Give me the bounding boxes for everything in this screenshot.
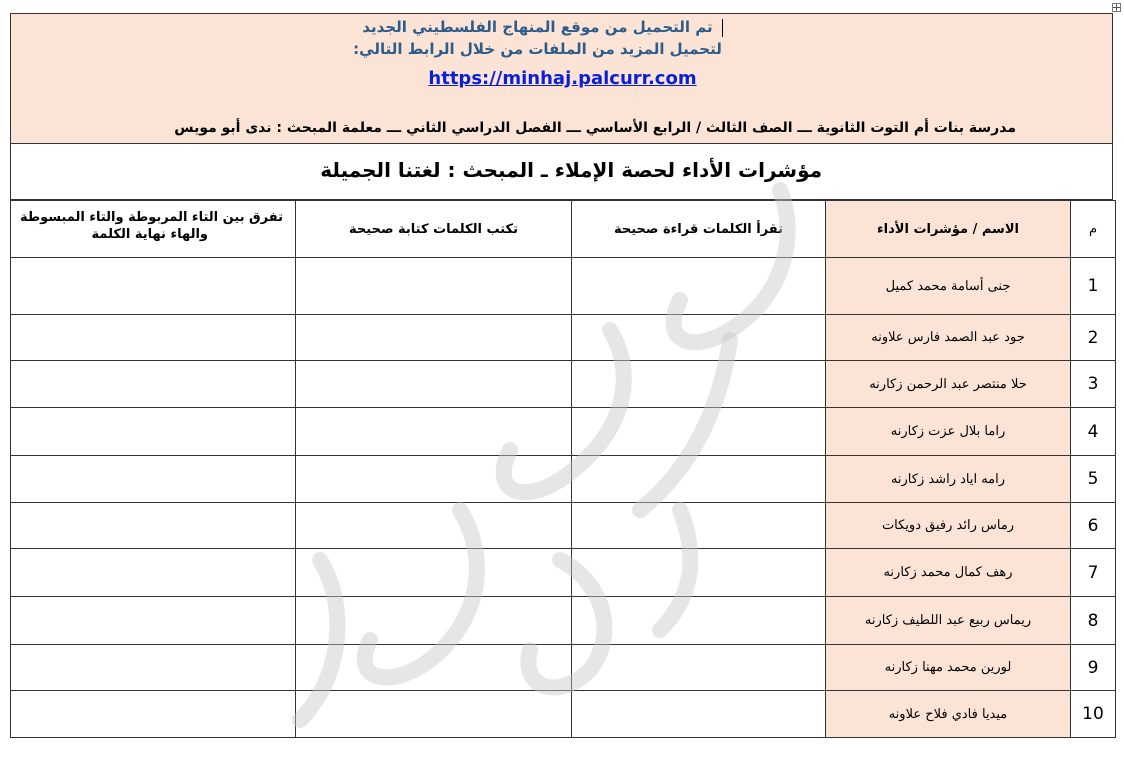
header-distinguish-line1: تفرق بين التاء المربوطة والتاء المبسوطة	[19, 210, 283, 225]
minhaj-link[interactable]: https://minhaj.palcurr.com	[428, 68, 697, 89]
row-number: 8	[1071, 597, 1116, 645]
table-row	[11, 549, 1116, 597]
student-name: رهف كمال محمد زكارنه	[826, 549, 1071, 597]
cell-reads[interactable]	[572, 361, 826, 408]
title-row	[10, 143, 1113, 200]
student-name: لورين محمد مهنا زكارنه	[826, 645, 1071, 691]
cell-distinguish[interactable]	[11, 645, 296, 691]
cell-reads[interactable]	[572, 597, 826, 645]
table-row	[11, 691, 1116, 738]
row-number: 4	[1071, 408, 1116, 456]
cell-reads[interactable]	[572, 315, 826, 361]
student-name: رامه اياد راشد زكارنه	[826, 456, 1071, 503]
table-header-row	[11, 201, 1116, 258]
download-more-line: لتحميل المزيد من الملفات من خلال الرابط التالي:	[353, 40, 722, 58]
cell-distinguish[interactable]	[11, 503, 296, 549]
student-name: راما بلال عزت زكارنه	[826, 408, 1071, 456]
header-name: الاسم / مؤشرات الأداء	[826, 201, 1071, 258]
performance-table	[10, 200, 1116, 738]
cell-reads[interactable]	[572, 456, 826, 503]
cell-reads[interactable]	[572, 645, 826, 691]
cell-reads[interactable]	[572, 691, 826, 738]
cell-reads[interactable]	[572, 549, 826, 597]
row-number: 1	[1071, 258, 1116, 315]
header-num: م	[1071, 201, 1116, 258]
student-name: حلا منتصر عبد الرحمن زكارنه	[826, 361, 1071, 408]
student-name: رماس رائد رفيق دويكات	[826, 503, 1071, 549]
table-row	[11, 315, 1116, 361]
header-reads: تقرأ الكلمات قراءة صحيحة	[572, 201, 826, 258]
cell-reads[interactable]	[572, 408, 826, 456]
cell-writes[interactable]	[296, 645, 572, 691]
table-row	[11, 408, 1116, 456]
cell-distinguish[interactable]	[11, 408, 296, 456]
cell-writes[interactable]	[296, 549, 572, 597]
header-distinguish-line2: والهاء نهاية الكلمة	[91, 227, 208, 242]
cell-reads[interactable]	[572, 258, 826, 315]
table-move-handle-icon[interactable]	[1112, 3, 1121, 12]
table-row	[11, 258, 1116, 315]
cell-distinguish[interactable]	[11, 456, 296, 503]
page-title: مؤشرات الأداء لحصة الإملاء ـ المبحث : لغتنا الجميلة	[320, 158, 822, 182]
table-row	[11, 456, 1116, 503]
cell-writes[interactable]	[296, 258, 572, 315]
row-number: 5	[1071, 456, 1116, 503]
cell-writes[interactable]	[296, 597, 572, 645]
table-row	[11, 597, 1116, 645]
cell-distinguish[interactable]	[11, 597, 296, 645]
student-name: ميديا فادي فلاح علاونه	[826, 691, 1071, 738]
cell-distinguish[interactable]	[11, 258, 296, 315]
text-cursor	[722, 19, 723, 37]
cell-distinguish[interactable]	[11, 315, 296, 361]
school-info-line: مدرسة بنات أم التوت الثانوية ـــ الصف الثالث / الرابع الأساسي ـــ الفصل الدراسي الثاني ـــ معلمة المبحث : ندى أبو مويس	[174, 120, 1016, 136]
table-row	[11, 645, 1116, 691]
cell-writes[interactable]	[296, 361, 572, 408]
download-info-header	[10, 13, 1113, 143]
cell-reads[interactable]	[572, 503, 826, 549]
cell-distinguish[interactable]	[11, 691, 296, 738]
student-name: جود عبد الصمد فارس علاونه	[826, 315, 1071, 361]
row-number: 9	[1071, 645, 1116, 691]
student-name: ريماس ربيع عبد اللطيف زكارنه	[826, 597, 1071, 645]
cell-distinguish[interactable]	[11, 361, 296, 408]
student-name: جنى أسامة محمد كميل	[826, 258, 1071, 315]
cell-writes[interactable]	[296, 503, 572, 549]
row-number: 3	[1071, 361, 1116, 408]
table-row	[11, 503, 1116, 549]
row-number: 10	[1071, 691, 1116, 738]
cell-writes[interactable]	[296, 315, 572, 361]
download-source-line: تم التحميل من موقع المنهاج الفلسطيني الجديد	[362, 18, 713, 36]
row-number: 6	[1071, 503, 1116, 549]
cell-distinguish[interactable]	[11, 549, 296, 597]
table-row	[11, 361, 1116, 408]
header-distinguish	[11, 201, 296, 258]
row-number: 2	[1071, 315, 1116, 361]
cell-writes[interactable]	[296, 691, 572, 738]
row-number: 7	[1071, 549, 1116, 597]
cell-writes[interactable]	[296, 456, 572, 503]
header-writes: تكتب الكلمات كتابة صحيحة	[296, 201, 572, 258]
cell-writes[interactable]	[296, 408, 572, 456]
